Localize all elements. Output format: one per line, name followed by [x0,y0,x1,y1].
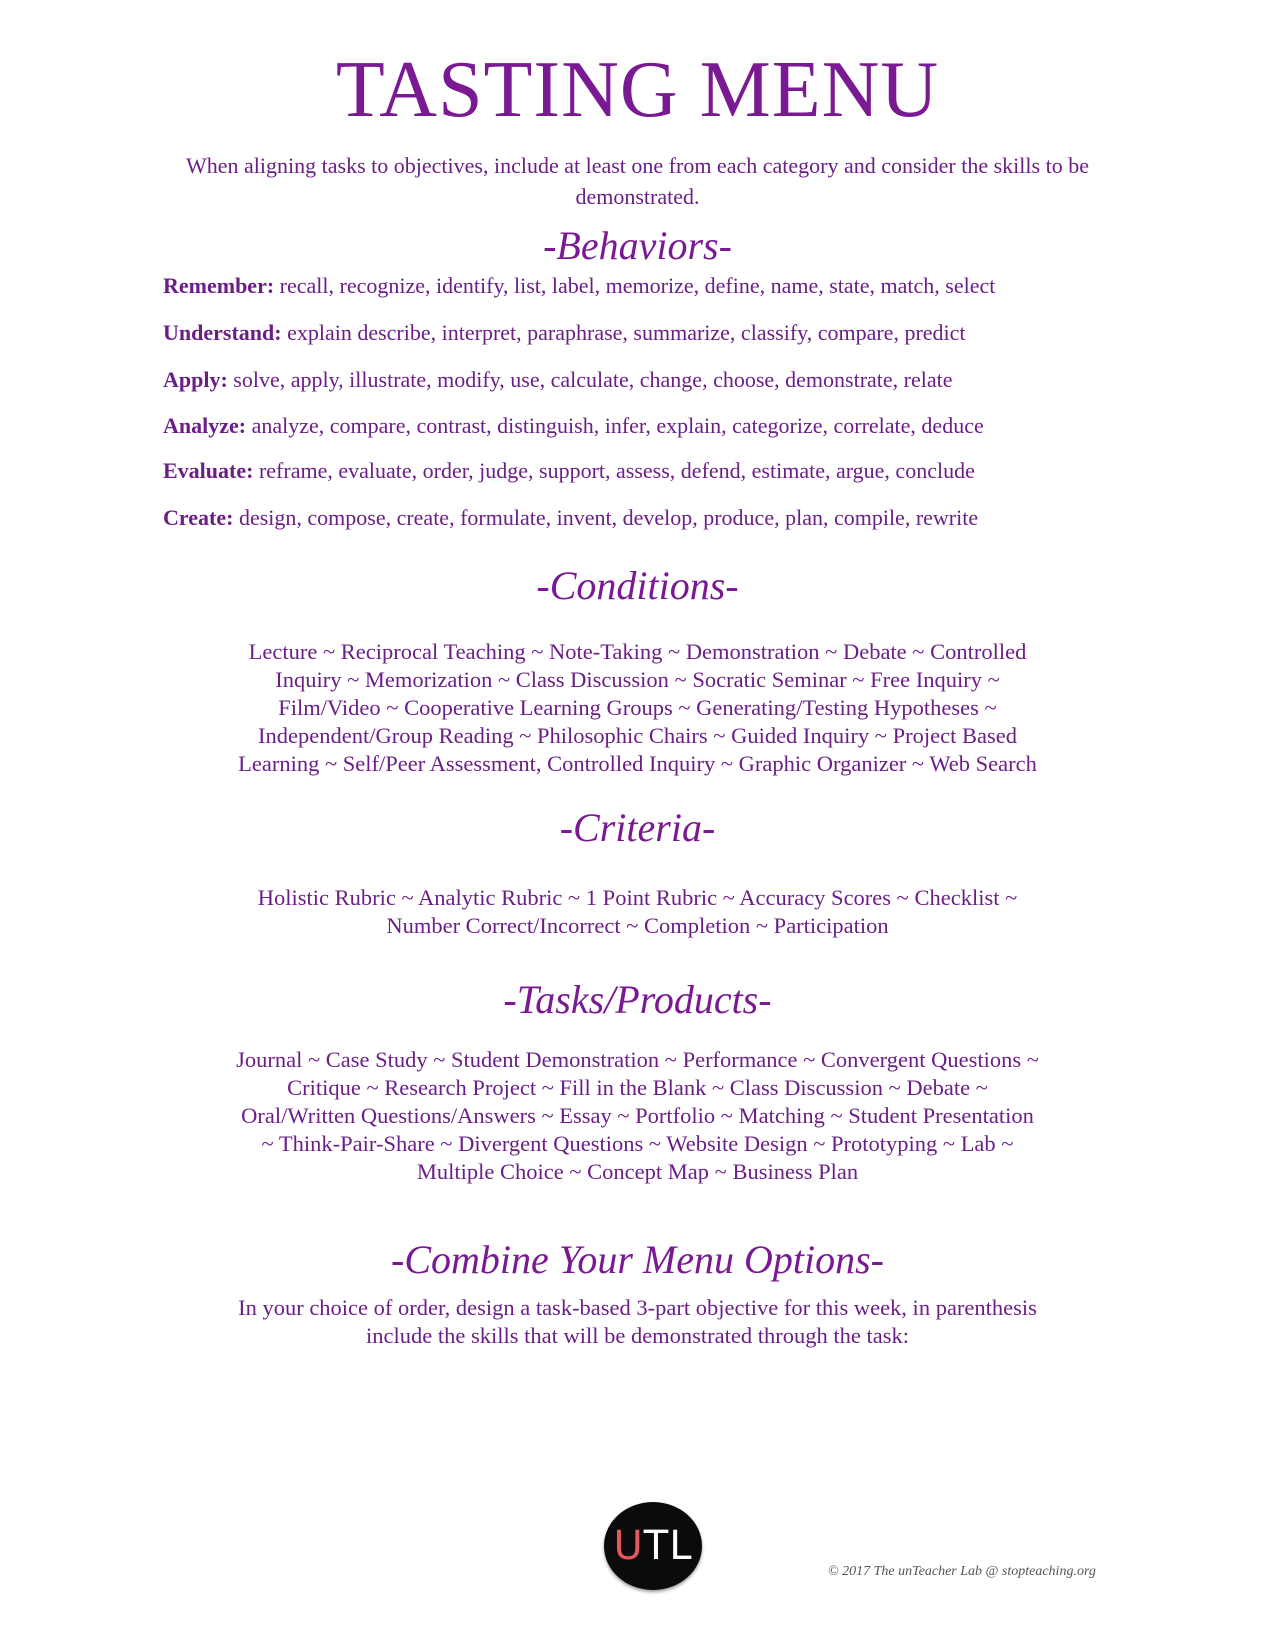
utl-logo [604,1502,702,1590]
behavior-verbs: analyze, compare, contrast, distinguish, infer, explain, categorize, correlate, deduce [246,413,984,438]
behavior-verbs: recall, recognize, identify, list, label, memorize, define, name, state, match, select [274,273,996,298]
behavior-row-apply [163,365,1123,395]
criteria-list [140,884,1135,940]
behavior-verbs: design, compose, create, formulate, invent, develop, produce, plan, compile, rewrite [233,505,979,530]
criteria-line: Holistic Rubric ~ Analytic Rubric ~ 1 Point Rubric ~ Accuracy Scores ~ Checklist ~ [257,885,1018,910]
behaviors-heading: -Behaviors- [543,223,732,268]
conditions-line: Film/Video ~ Cooperative Learning Groups ~ Generating/Testing Hypotheses ~ [278,695,997,720]
tasks-line: Oral/Written Questions/Answers ~ Essay ~ Portfolio ~ Matching ~ Student Presentation [241,1103,1034,1128]
criteria-line: Number Correct/Incorrect ~ Completion ~ Participation [386,913,889,938]
intro-text: When aligning tasks to objectives, include at least one from each category and consider the skills to be demonstrated. [186,153,1089,209]
combine-line: In your choice of order, design a task-based 3-part objective for this week, in parenthesis [238,1295,1037,1320]
behavior-label: Remember: [163,273,275,298]
tasks-heading: -Tasks/Products- [503,977,772,1022]
conditions-list [140,638,1135,778]
tasks-line: Critique ~ Research Project ~ Fill in the Blank ~ Class Discussion ~ Debate ~ [287,1075,988,1100]
copyright-footer: © 2017 The unTeacher Lab @ stopteaching.org [828,1564,1096,1579]
combine-line: include the skills that will be demonstrated through the task: [365,1323,910,1348]
behavior-row-analyze [163,411,1123,441]
logo-u: U [613,1523,644,1569]
tasks-line: ~ Think-Pair-Share ~ Divergent Questions ~ Website Design ~ Prototyping ~ Lab ~ [261,1131,1014,1156]
criteria-heading: -Criteria- [559,805,716,850]
combine-instructions [140,1294,1135,1350]
combine-heading: -Combine Your Menu Options- [391,1237,884,1282]
conditions-line: Independent/Group Reading ~ Philosophic Chairs ~ Guided Inquiry ~ Project Based [258,723,1017,748]
tasks-list [140,1046,1135,1186]
behavior-row-remember [163,271,1123,301]
behavior-label: Understand: [163,320,282,345]
behavior-label: Create: [163,505,234,530]
conditions-line: Inquiry ~ Memorization ~ Class Discussion ~ Socratic Seminar ~ Free Inquiry ~ [275,667,1000,692]
page-title: TASTING MENU [335,46,940,134]
behavior-verbs: explain describe, interpret, paraphrase, summarize, classify, compare, predict [281,320,966,345]
tasks-line: Journal ~ Case Study ~ Student Demonstration ~ Performance ~ Convergent Questions ~ [236,1047,1039,1072]
behavior-label: Apply: [163,367,228,392]
behavior-row-understand [163,318,1123,348]
behavior-label: Evaluate: [163,458,254,483]
conditions-line: Lecture ~ Reciprocal Teaching ~ Note-Taking ~ Demonstration ~ Debate ~ Controlled [248,639,1027,664]
behavior-verbs: solve, apply, illustrate, modify, use, calculate, change, choose, demonstrate, relate [227,367,953,392]
logo-tl: TL [643,1523,693,1569]
conditions-line: Learning ~ Self/Peer Assessment, Controlled Inquiry ~ Graphic Organizer ~ Web Search [238,751,1037,776]
tasks-line: Multiple Choice ~ Concept Map ~ Business Plan [416,1159,859,1184]
behavior-verbs: reframe, evaluate, order, judge, support, assess, defend, estimate, argue, conclude [253,458,975,483]
behavior-label: Analyze: [163,413,247,438]
conditions-heading: -Conditions- [536,563,739,608]
behavior-row-evaluate [163,456,1123,486]
behavior-row-create [163,503,1123,533]
